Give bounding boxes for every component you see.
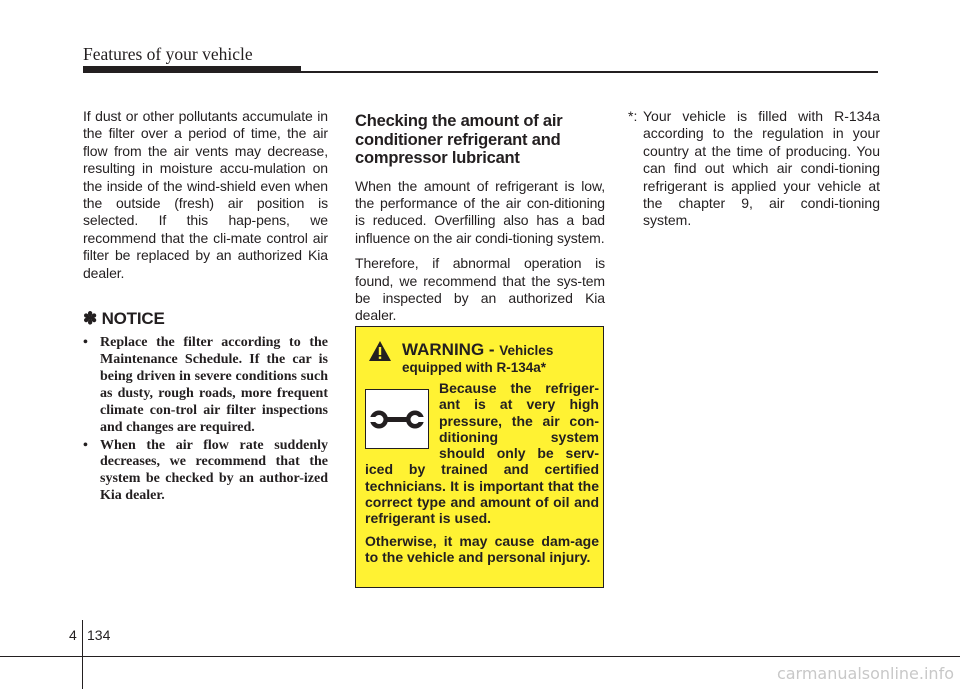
bullet-icon: • [83, 437, 88, 453]
warning-body [365, 380, 599, 571]
warning-subtitle-2: equipped with R-134a* [402, 360, 547, 375]
warning-word: WARNING - Vehicles [402, 340, 554, 359]
notice-title: ✽ NOTICE [83, 309, 165, 329]
filter-paragraph: If dust or other pollutants accumulate in the filter over a period of time, the air flow from the air vents may decrease, resulting in moisture accu-mulation on the inside of the wind-shield even when the outside (fresh) air position is selected. If this hap-pens, we recommend that the cli-mate control air filter be replaced by an authorized Kia dealer. [83, 108, 328, 281]
notice-item: • Replace the filter according to the Maintenance Schedule. If the car is being driven in severe conditions such as dusty, rough roads, more frequent climate con-trol air filter inspections and changes are required. [83, 335, 328, 435]
column-right [628, 108, 880, 230]
chapter-number: 4 [69, 627, 77, 643]
warning-triangle-icon [368, 340, 392, 362]
inspection-paragraph: Therefore, if abnormal operation is found, we recommend that the sys-tem be inspected by an authorized Kia dealer. [355, 255, 605, 324]
warning-paragraph: Because the refriger-ant is at very high pressure, the air con-ditioning system should only be serv-iced by trained and certified technicians. It is important that the correct type and amount of oil and refrigerant is used. [365, 380, 599, 527]
warning-subtitle-1: Vehicles [499, 343, 554, 358]
footnote: *: Your vehicle is filled with R-134a according to the regulation in your country at the time of producing. You can find out which air condi-tioning refrigerant is applied your vehicle at the chapter 9, air condi-tioning system. [628, 108, 880, 229]
footnote-mark: *: [628, 108, 638, 124]
notice-list [83, 335, 328, 505]
header-rule [83, 71, 878, 73]
warning-paragraph: Otherwise, it may cause dam-age to the vehicle and personal injury. [365, 532, 599, 565]
bullet-icon: • [83, 335, 88, 351]
warning-box [355, 326, 604, 588]
column-middle [355, 108, 605, 333]
watermark: carmanualsonline.info [776, 664, 954, 683]
column-left [83, 108, 328, 506]
section-title: Checking the amount of air conditioner refrigerant and compressor lubricant [355, 112, 563, 167]
footer-divider-vertical [82, 620, 83, 689]
page-header-title: Features of your vehicle [83, 44, 253, 64]
refrigerant-paragraph: When the amount of refrigerant is low, the performance of the air con-ditioning is reduced. Overfilling also has a bad influence on the air condi-tioning system. [355, 177, 605, 246]
page-number: 134 [87, 627, 111, 643]
footer-divider [0, 656, 960, 657]
notice-item: • When the air flow rate suddenly decreases, we recommend that the system be checked by an author-ized Kia dealer. [83, 437, 328, 504]
